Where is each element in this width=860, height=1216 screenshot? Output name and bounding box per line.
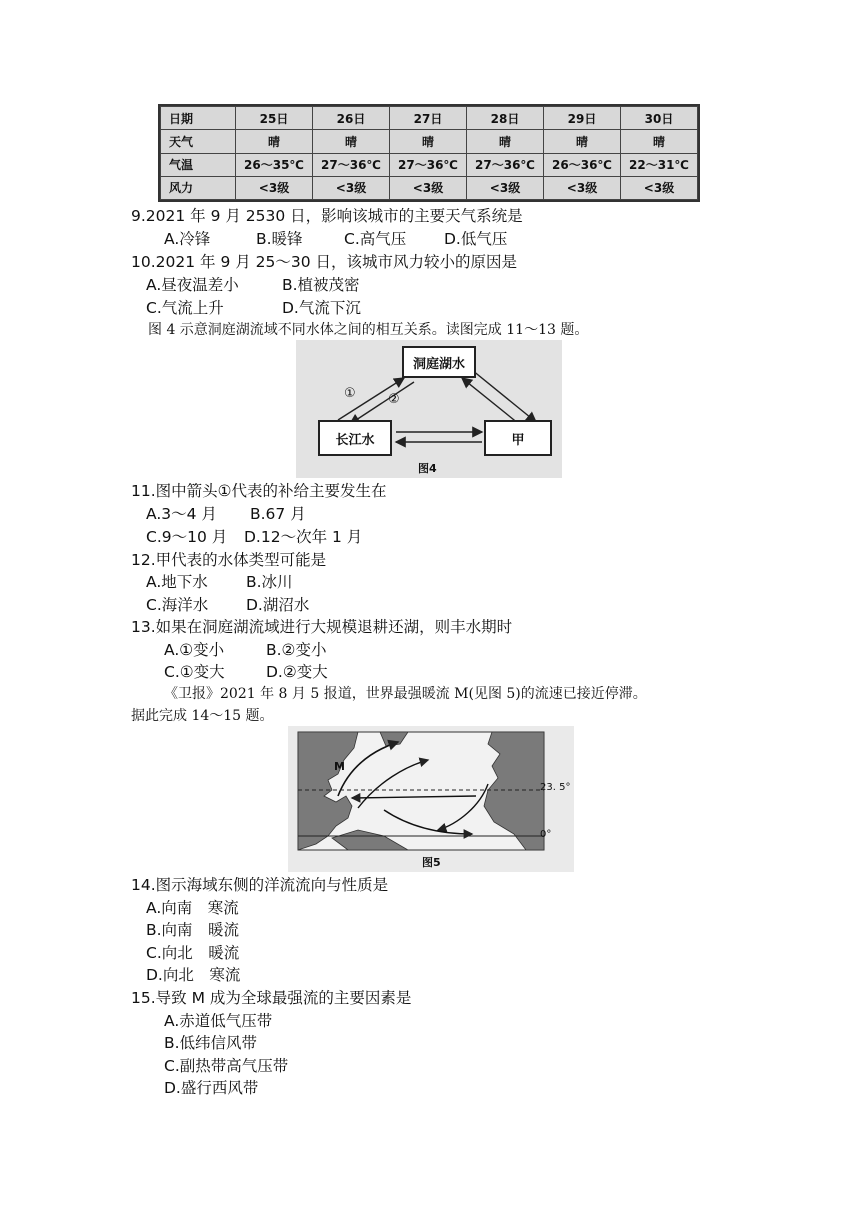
question-10-stem: 10.2021 年 9 月 25～30 日，该城市风力较小的原因是 <box>131 253 518 271</box>
q14-option-a: A.向南 寒流 <box>146 899 239 917</box>
q10-option-a: A.昼夜温差小 <box>146 276 239 294</box>
latitude-label-equator: 0° <box>540 829 552 840</box>
table-cell: 晴 <box>621 130 698 153</box>
row-label: 气温 <box>161 153 236 176</box>
intro-figure-5-line-2: 据此完成 14～15 题。 <box>131 708 274 724</box>
q9-option-d: D.低气压 <box>444 230 508 248</box>
q12-option-d: D.湖沼水 <box>246 596 310 614</box>
table-cell: <3级 <box>236 176 313 199</box>
q13-option-c: C.①变大 <box>164 663 225 681</box>
table-header-cell: 30日 <box>621 107 698 130</box>
weather-table <box>158 104 700 202</box>
q12-option-b: B.冰川 <box>246 573 293 591</box>
q15-option-a: A.赤道低气压带 <box>164 1012 273 1030</box>
table-cell: 晴 <box>313 130 390 153</box>
table-cell: <3级 <box>467 176 544 199</box>
q13-option-a: A.①变小 <box>164 641 225 659</box>
table-cell: 27～36℃ <box>390 153 467 176</box>
row-label: 风力 <box>161 176 236 199</box>
q11-option-b: B.67 月 <box>250 505 306 523</box>
question-15-stem: 15.导致 M 成为全球最强流的主要因素是 <box>131 989 412 1007</box>
table-cell: 22～31℃ <box>621 153 698 176</box>
arrow-label-2: ② <box>388 392 400 407</box>
current-label-m: M <box>334 760 345 773</box>
figure-5-caption: 图5 <box>422 856 441 869</box>
q9-option-a: A.冷锋 <box>164 230 211 248</box>
intro-figure-4: 图 4 示意洞庭湖流域不同水体之间的相互关系。读图完成 11～13 题。 <box>148 322 589 338</box>
table-cell: <3级 <box>313 176 390 199</box>
box-dongting-lake: 洞庭湖水 <box>402 346 476 378</box>
table-row <box>161 153 698 176</box>
q12-option-c: C.海洋水 <box>146 596 209 614</box>
table-header-cell: 27日 <box>390 107 467 130</box>
table-row <box>161 176 698 199</box>
q14-option-d: D.向北 寒流 <box>146 966 241 984</box>
table-row <box>161 130 698 153</box>
table-cell: 晴 <box>236 130 313 153</box>
figure-4 <box>296 340 562 478</box>
table-cell: 27～36℃ <box>313 153 390 176</box>
table-header-cell: 日期 <box>161 107 236 130</box>
q11-option-d: D.12～次年 1 月 <box>244 528 363 546</box>
table-header-cell: 28日 <box>467 107 544 130</box>
q9-option-c: C.高气压 <box>344 230 407 248</box>
table-header-cell: 26日 <box>313 107 390 130</box>
q14-option-c: C.向北 暖流 <box>146 944 240 962</box>
table-cell: 晴 <box>544 130 621 153</box>
q10-option-d: D.气流下沉 <box>282 299 361 317</box>
table-cell: <3级 <box>621 176 698 199</box>
q15-option-d: D.盛行西风带 <box>164 1079 259 1097</box>
figure-5-drawing <box>288 726 574 872</box>
q11-option-a: A.3～4 月 <box>146 505 217 523</box>
q15-option-b: B.低纬信风带 <box>164 1034 258 1052</box>
question-11-stem: 11.图中箭头①代表的补给主要发生在 <box>131 482 387 500</box>
intro-figure-5-line-1: 《卫报》2021 年 8 月 5 报道，世界最强暖流 M(见图 5)的流速已接近停滞。 <box>164 686 647 702</box>
q12-option-a: A.地下水 <box>146 573 208 591</box>
q11-option-c: C.9～10 月 <box>146 528 228 546</box>
figure-5-map <box>288 726 574 872</box>
row-label: 天气 <box>161 130 236 153</box>
box-yangtze-river: 长江水 <box>318 420 392 456</box>
q9-option-b: B.暖锋 <box>256 230 303 248</box>
table-header-row <box>161 107 698 130</box>
question-14-stem: 14.图示海域东侧的洋流流向与性质是 <box>131 876 389 894</box>
table-cell: <3级 <box>390 176 467 199</box>
q14-option-b: B.向南 暖流 <box>146 921 240 939</box>
table-cell: 27～36℃ <box>467 153 544 176</box>
q13-option-b: B.②变小 <box>266 641 327 659</box>
table-cell: 晴 <box>390 130 467 153</box>
q10-option-b: B.植被茂密 <box>282 276 360 294</box>
table-cell: <3级 <box>544 176 621 199</box>
box-jia: 甲 <box>484 420 552 456</box>
figure-4-caption: 图4 <box>418 462 437 475</box>
table-cell: 26～35℃ <box>236 153 313 176</box>
q10-option-c: C.气流上升 <box>146 299 224 317</box>
table-header-cell: 25日 <box>236 107 313 130</box>
table-header-cell: 29日 <box>544 107 621 130</box>
question-12-stem: 12.甲代表的水体类型可能是 <box>131 551 327 569</box>
question-13-stem: 13.如果在洞庭湖流域进行大规模退耕还湖，则丰水期时 <box>131 618 513 636</box>
arrow-label-1: ① <box>344 386 356 401</box>
q13-option-d: D.②变大 <box>266 663 328 681</box>
question-9-stem: 9.2021 年 9 月 2530 日，影响该城市的主要天气系统是 <box>131 207 523 225</box>
table-cell: 晴 <box>467 130 544 153</box>
latitude-label-tropic: 23. 5° <box>540 782 571 793</box>
q15-option-c: C.副热带高气压带 <box>164 1057 289 1075</box>
table-cell: 26～36℃ <box>544 153 621 176</box>
